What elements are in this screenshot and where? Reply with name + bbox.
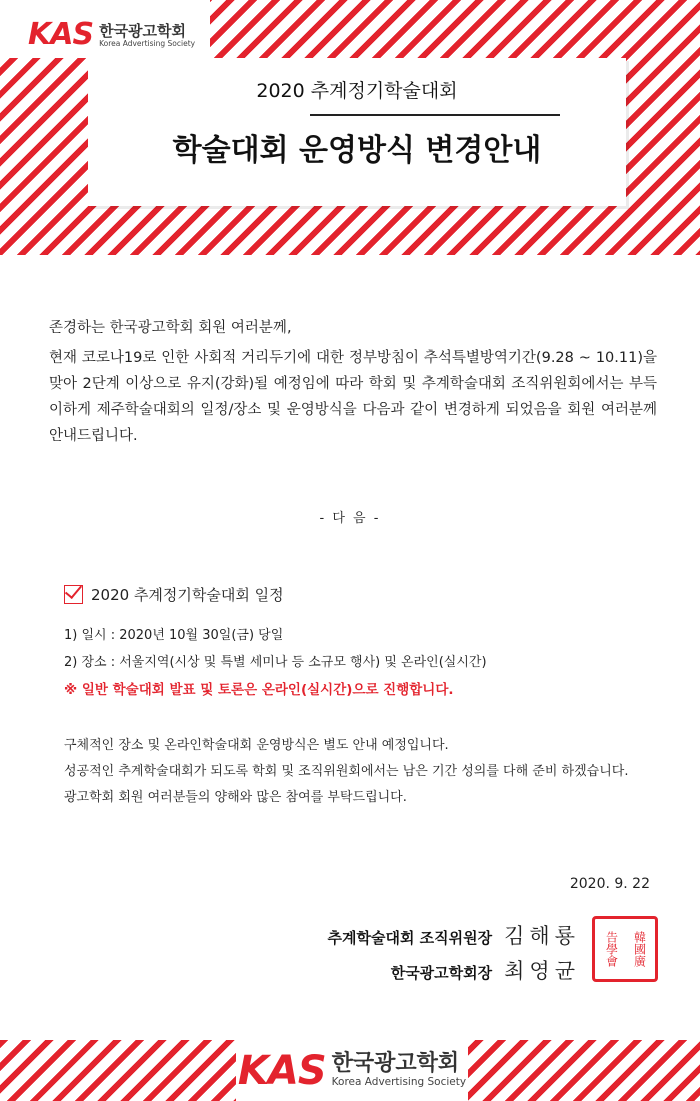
kas-logo-mark: KAS: [237, 1047, 326, 1094]
logo-name-ko: 한국광고학회: [99, 21, 187, 40]
title-box: [88, 58, 626, 206]
schedule-item-date: 1) 일시 : 2020년 10월 30일(금) 당일: [64, 628, 284, 643]
closing-line: 구체적인 장소 및 온라인학술대회 운영방식은 별도 안내 예정입니다.: [64, 738, 449, 753]
signature-name: 최영균: [504, 959, 580, 983]
seal-text: 韓國廣: [632, 931, 647, 967]
title-divider: [310, 114, 560, 116]
logo-name-en: Korea Advertising Society: [331, 1076, 467, 1088]
logo-name-ko: 한국광고학회: [331, 1051, 460, 1076]
kas-logo-bottom: [236, 1040, 468, 1101]
section-separator: - 다 음 -: [319, 511, 381, 526]
kas-logo-mark: KAS: [28, 17, 94, 52]
schedule-item-place: 2) 장소 : 서울지역(시상 및 특별 세미나 등 소규모 행사) 및 온라인(실시간): [64, 655, 487, 670]
greeting-text: 존경하는 한국광고학회 회원 여러분께,: [49, 320, 292, 336]
schedule-heading: [64, 584, 284, 605]
signature-title: 추계학술대회 조직위원장: [327, 929, 493, 947]
schedule-heading-text: 2020 추계정기학술대회 일정: [91, 586, 284, 604]
page-title: 학술대회 운영방식 변경안내: [172, 133, 542, 168]
seal-text: 告學會: [604, 931, 619, 967]
event-subtitle: 2020 추계정기학술대회: [256, 80, 458, 102]
signature-title: 한국광고학회장: [390, 964, 493, 982]
logo-name-en: Korea Advertising Society: [99, 38, 196, 48]
signature-committee-chair: [328, 920, 580, 950]
online-notice: ※ 일반 학술대회 발표 및 토론은 온라인(실시간)으로 진행합니다.: [64, 682, 454, 698]
intro-paragraph: 현재 코로나19로 인한 사회적 거리두기에 대한 정부방침이 추석특별방역기간(9.28 ~ 10.11)을 맞아 2단계 이상으로 유지(강화)될 예정임에 따라 학회 및 추계학술대회 조직위원회에서는 부득이하게 제주학술대회의 일정/장소 및 운영방식을 다음과 같이 변경하게 되었음을 회원 여러분께 안내드립니다.: [49, 350, 657, 444]
checkbox-checked-icon: [64, 585, 83, 604]
closing-line: 광고학회 회원 여러분들의 양해와 많은 참여를 부탁드립니다.: [64, 790, 407, 805]
official-seal-stamp: [592, 916, 658, 982]
signature-name: 김해룡: [504, 924, 580, 948]
signature-society-president: [391, 955, 580, 985]
document-date: 2020. 9. 22: [569, 876, 650, 892]
kas-logo-top: [28, 17, 196, 52]
closing-line: 성공적인 추계학술대회가 되도록 학회 및 조직위원회에서는 남은 기간 성의를 다해 준비 하겠습니다.: [64, 764, 629, 779]
